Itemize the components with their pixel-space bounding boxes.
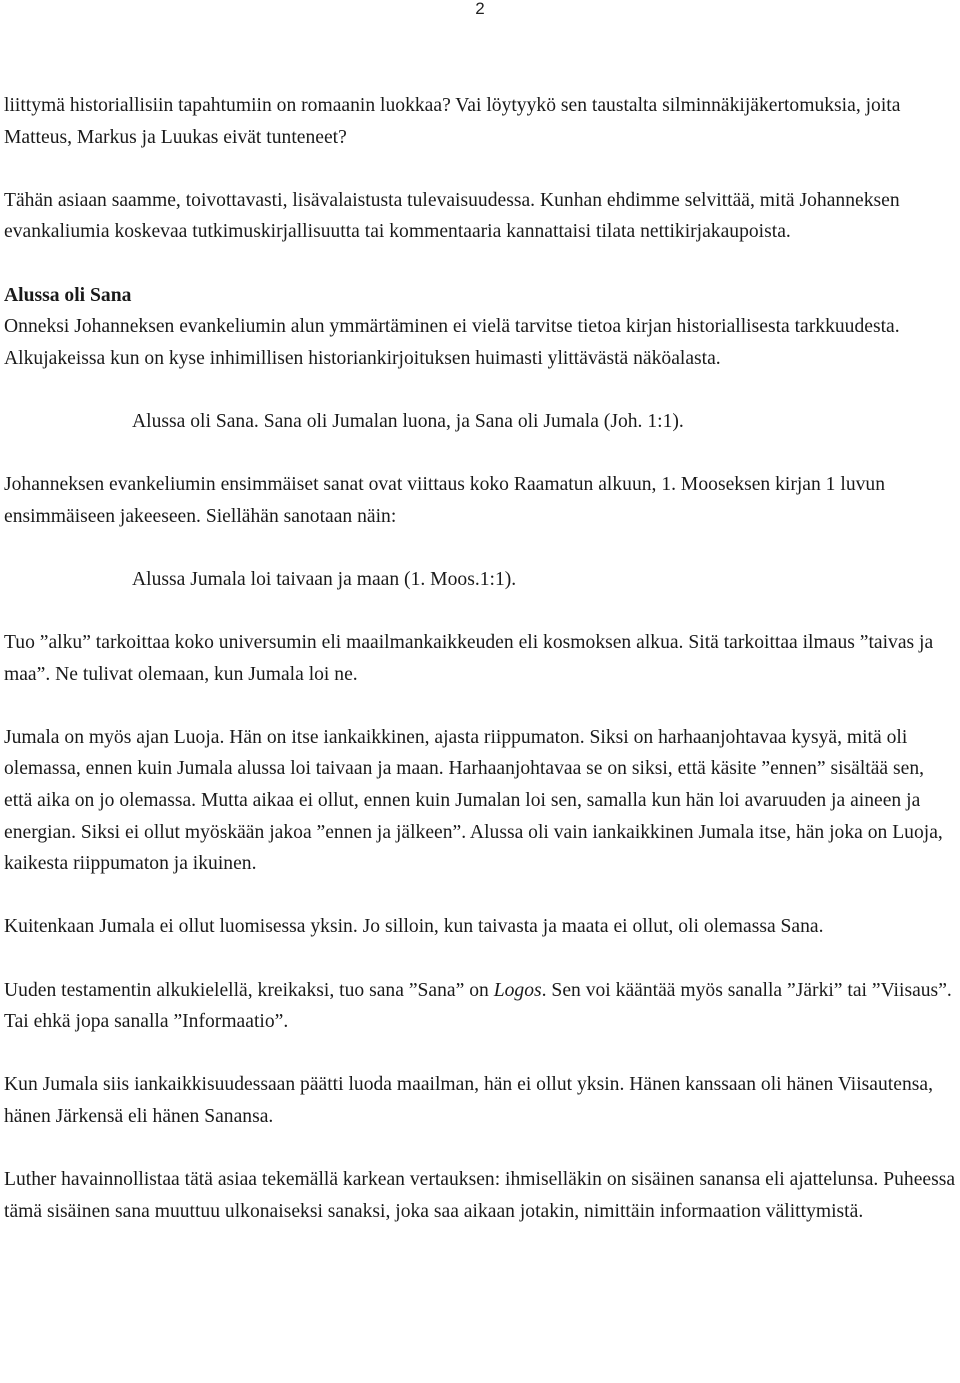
paragraph-9: Kun Jumala siis iankaikkisuudessaan päätti luoda maailman, hän ei ollut yksin. Hänen kanssaan oli hänen Viisautensa, hänen Järkensä eli hänen Sanansa. (4, 1074, 933, 1127)
paragraph-6: Jumala on myös ajan Luoja. Hän on itse iankaikkinen, ajasta riippumaton. Siksi on harhaanjohtavaa kysyä, mitä oli olemassa, ennen kuin Jumala alussa loi taivaan ja maan. Harhaanjohtavaa se on siksi, että käsite ”ennen” sisältää sen, että aika on jo olemassa. Mutta aikaa ei ollut, ennen kuin Jumalan loi sen, samalla kun hän loi avaruuden ja aineen ja energian. Siksi ei ollut myöskään jakoa ”ennen ja jälkeen”. Alussa oli vain iankaikkinen Jumala itse, hän joka on Luoja, kaikesta riippumaton ja ikuinen. (4, 726, 943, 875)
quote-john-1-1: Alussa oli Sana. Sana oli Jumalan luona, ja Sana oli Jumala (Joh. 1:1). (132, 410, 684, 432)
paragraph-2: Tähän asiaan saamme, toivottavasti, lisävalaistusta tulevaisuudessa. Kunhan ehdimme selvittää, mitä Johanneksen evankaliumia koskevaa tutkimuskirjallisuutta tai kommentaaria kannattaisi tilata nettikirjakaupoista. (4, 189, 900, 243)
paragraph-8-end: . Sen voi kääntää myös sanalla ”Järki” tai ”Viisaus”. Tai ehkä jopa sanalla ”Informaatio”. (4, 979, 952, 1033)
quote-genesis-1-1: Alussa Jumala loi taivaan ja maan (1. Moos.1:1). (132, 568, 517, 590)
document-body (4, 90, 956, 1227)
paragraph-1: liittymä historiallisiin tapahtumiin on romaanin luokkaa? Vai löytyykö sen taustalta silminnäkijäkertomuksia, joita Matteus, Markus ja Luukas eivät tunteneet? (4, 95, 901, 148)
paragraph-10: Luther havainnollistaa tätä asiaa tekemällä karkean vertauksen: ihmiselläkin on sisäinen sanansa eli ajattelunsa. Puheessa tämä sisäinen sana muuttuu ulkonaiseksi sanaksi, joka saa aikaan jotakin, nimittäin informaation välittymistä. (4, 1169, 956, 1222)
logos-word: Logos (493, 979, 542, 1001)
paragraph-8 (4, 975, 956, 1038)
page-number: 2 (475, 0, 485, 18)
paragraph-8-start: Uuden testamentin alkukielellä, kreikaksi, tuo sana ”Sana” on (4, 979, 494, 1001)
paragraph-5: Tuo ”alku” tarkoittaa koko universumin eli maailmankaikkeuden eli kosmoksen alkua. Sitä tarkoittaa ilmaus ”taivas ja maa”. Ne tulivat olemaan, kun Jumala loi ne. (4, 632, 934, 685)
paragraph-4: Johanneksen evankeliumin ensimmäiset sanat ovat viittaus koko Raamatun alkuun, 1. Mooseksen kirjan 1 luvun ensimmäiseen jakeeseen. Siellähän sanotaan näin: (4, 474, 886, 527)
paragraph-7: Kuitenkaan Jumala ei ollut luomisessa yksin. Jo silloin, kun taivasta ja maata ei ollut, oli olemassa Sana. (4, 916, 824, 938)
paragraph-3: Onneksi Johanneksen evankeliumin alun ymmärtäminen ei vielä tarvitse tietoa kirjan historiallisesta tarkkuudesta. Alkujakeissa kun on kyse inhimillisen historiankirjoituksen huimasti ylittävästä näköalasta. (4, 316, 900, 369)
section-heading: Alussa oli Sana (4, 284, 132, 306)
